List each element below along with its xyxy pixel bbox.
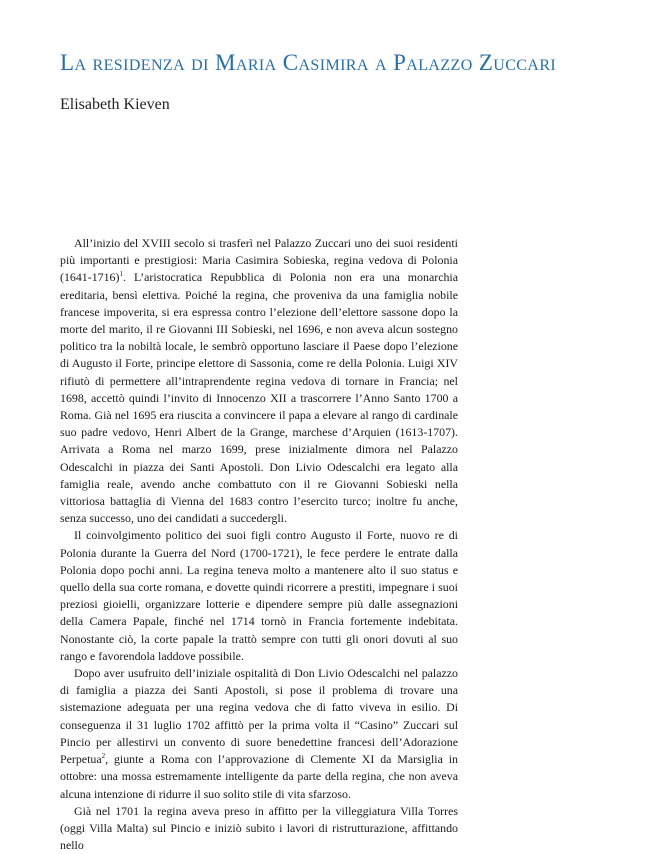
article-author: Elisabeth Kieven <box>60 96 170 113</box>
paragraph: Già nel 1701 la regina aveva preso in affitto per la villeggiatura Villa Torres (oggi Villa Malta) sul Pincio e iniziò subito i lavori di ristrutturazione, affittando nello <box>60 803 458 853</box>
article-body <box>60 235 458 854</box>
article-title: La residenza di Maria Casimira a Palazzo Zuccari <box>60 50 557 75</box>
paragraph: Il coinvolgimento politico dei suoi figli contro Augusto il Forte, nuovo re di Polonia durante la Guerra del Nord (1700-1721), le fece perdere le entrate dalla Polonia dopo pochi anni. La regina teneva molto a mantenere alto il suo status e quello della sua corte romana, e dovette quindi ricorrere a prestiti, impegnare i suoi preziosi gioielli, organizzare lotterie e dipendere sempre più dalle assegnazioni della Camera Papale, finché nel 1714 tornò in Francia fortemente indebitata. Nonostante ciò, la corte papale la trattò sempre con tutti gli onori dovuti al suo rango e favorendola laddove possibile. <box>60 528 458 663</box>
paragraph: Dopo aver usufruito dell’iniziale ospitalità di Don Livio Odescalchi nel palazzo di famiglia a piazza dei Santi Apostoli, si pose il problema di trovare una sistemazione adeguata per una regina vedova che di fatto viveva in esilio. Di conseguenza il 31 luglio 1702 affittò per la prima volta il “Casino” Zuccari sul Pincio per allestirvi un convento di suore benedettine francesi dell’Adorazione Perpetua$^2$, giunte a Roma con l’approvazione di Clemente XI da Marsiglia in ottobre: una mossa estremamente intelligente da parte della regina, che non aveva alcuna intenzione di ridurre il suo solito stile di vita sfarzoso. <box>60 666 458 801</box>
paragraph: All’inizio del XVIII secolo si trasferì nel Palazzo Zuccari uno dei suoi residenti più importanti e prestigiosi: Maria Casimira Sobieska, regina vedova di Polonia (1641-1716)$^1$. L’aristocratica Repubblica di Polonia non era una monarchia ereditaria, bensì elettiva. Poiché la regina, che proveniva da una famiglia nobile francese impoverita, si era espressa contro l’elezione dell’elettore sassone dopo la morte del marito, il re Giovanni III Sobieski, nel 1696, e non aveva alcun sostegno politico tra la nobiltà locale, le sembrò opportuno lasciare il Paese dopo l’elezione di Augusto il Forte, principe elettore di Sassonia, come re della Polonia. Luigi XIV rifiutò di permettere all’intraprendente regina vedova di tornare in Francia; nel 1698, accettò quindi l’invito di Innocenzo XII a trascorrere l’Anno Santo 1700 a Roma. Già nel 1695 era riuscita a convincere il papa a elevare al rango di cardinale suo padre vedovo, Henri Albert de la Grange, marchese d’Arquien (1613-1707). Arrivata a Roma nel marzo 1699, prese inizialmente dimora nel Palazzo Odescalchi in piazza dei Santi Apostoli. Don Livio Odescalchi era legato alla famiglia reale, avendo anche combattuto con il re Giovanni Sobieski nella vittoriosa battaglia di Vienna del 1683 contro l’esercito turco; inoltre fu anche, senza successo, uno dei candidati a succedergli. <box>60 236 458 526</box>
footnote-ref[interactable]: 2 <box>101 752 106 761</box>
footnote-ref[interactable]: 1 <box>119 270 123 279</box>
